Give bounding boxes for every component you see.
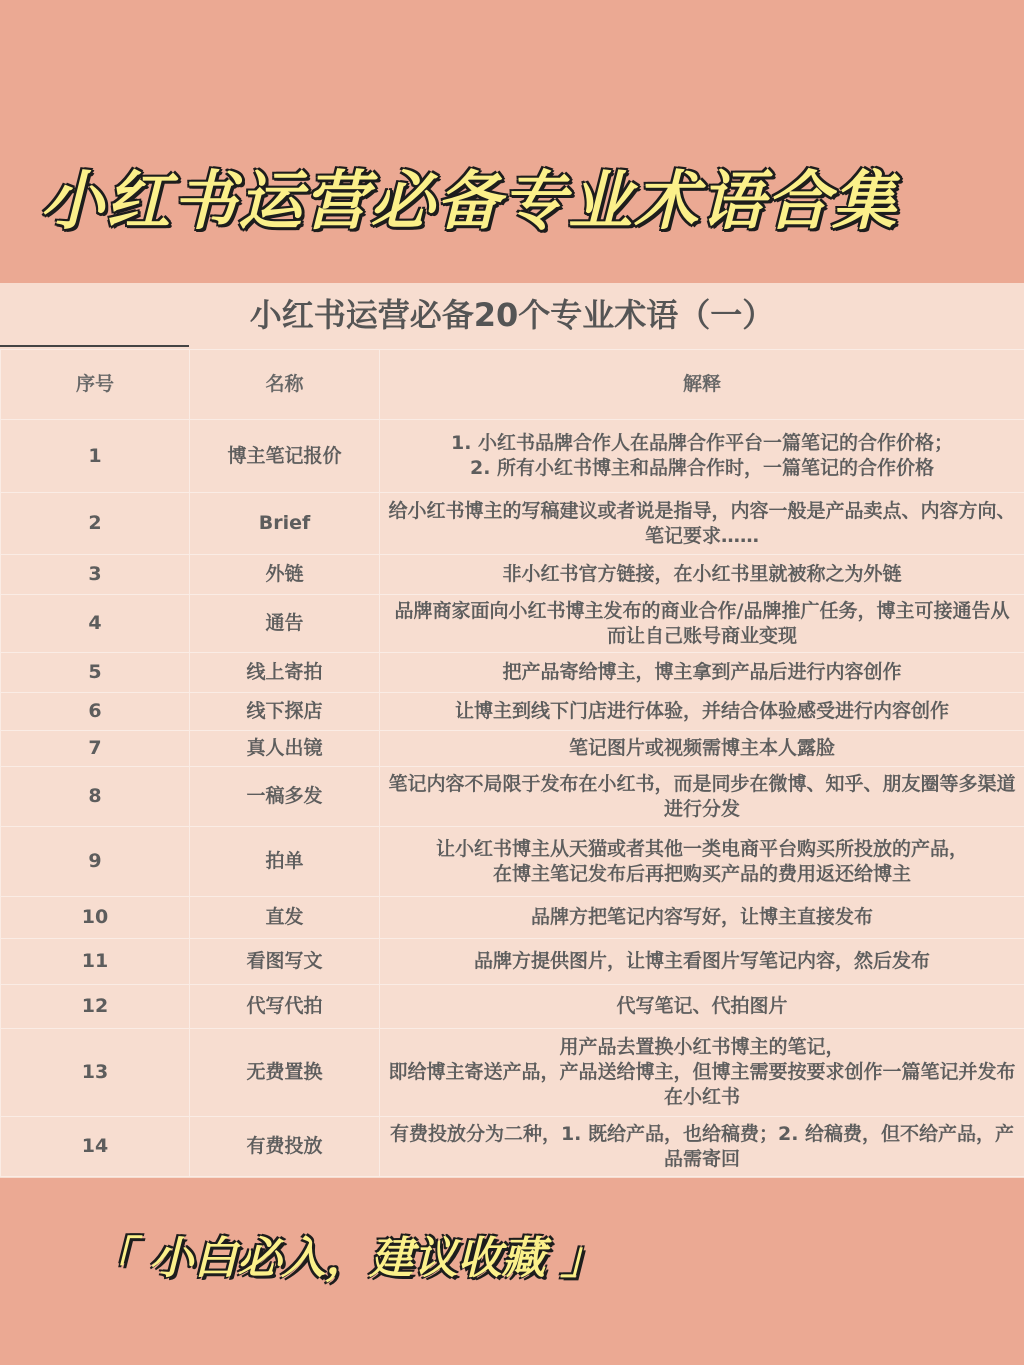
table-row: [1, 767, 1024, 827]
row-desc: 笔记内容不局限于发布在小红书，而是同步在微博、知乎、朋友圈等多渠道进行分发: [380, 767, 1024, 827]
row-index: 12: [1, 985, 190, 1029]
row-index: 11: [1, 939, 190, 985]
row-desc: 代写笔记、代拍图片: [380, 985, 1024, 1029]
table-row: [1, 693, 1024, 731]
row-index: 9: [1, 827, 190, 897]
row-desc: 品牌方把笔记内容写好，让博主直接发布: [380, 897, 1024, 939]
row-desc: 给小红书博主的写稿建议或者说是指导，内容一般是产品卖点、内容方向、笔记要求……: [380, 493, 1024, 555]
row-desc: 有费投放分为二种，1. 既给产品，也给稿费；2. 给稿费，但不给产品，产品需寄回: [380, 1117, 1024, 1177]
header-index: 序号: [1, 350, 190, 420]
row-desc: 把产品寄给博主，博主拿到产品后进行内容创作: [380, 653, 1024, 693]
row-desc: 品牌方提供图片，让博主看图片写笔记内容，然后发布: [380, 939, 1024, 985]
row-index: 10: [1, 897, 190, 939]
table-row: [1, 939, 1024, 985]
row-name: 无费置换: [190, 1029, 380, 1117]
row-index: 13: [1, 1029, 190, 1117]
row-index: 6: [1, 693, 190, 731]
row-index: 5: [1, 653, 190, 693]
row-index: 4: [1, 595, 190, 653]
row-name: 真人出镜: [190, 731, 380, 767]
table-header-row: [1, 350, 1024, 420]
table-row: [1, 731, 1024, 767]
row-name: 代写代拍: [190, 985, 380, 1029]
row-name: Brief: [190, 493, 380, 555]
table-row: [1, 1029, 1024, 1117]
table-row: [1, 555, 1024, 595]
table-row: [1, 1117, 1024, 1177]
terms-table: [0, 349, 1024, 1177]
row-desc: 用产品去置换小红书博主的笔记， 即给博主寄送产品，产品送给博主，但博主需要按要求创作一篇笔记并发布在小红书: [380, 1029, 1024, 1117]
row-index: 1: [1, 420, 190, 493]
header-name: 名称: [190, 350, 380, 420]
row-name: 一稿多发: [190, 767, 380, 827]
row-desc: 1. 小红书品牌合作人在品牌合作平台一篇笔记的合作价格； 2. 所有小红书博主和品牌合作时，一篇笔记的合作价格: [380, 420, 1024, 493]
title-underline: [0, 345, 189, 347]
row-desc: 笔记图片或视频需博主本人露脸: [380, 731, 1024, 767]
row-index: 2: [1, 493, 190, 555]
table-row: [1, 595, 1024, 653]
table-row: [1, 827, 1024, 897]
row-desc: 让小红书博主从天猫或者其他一类电商平台购买所投放的产品， 在博主笔记发布后再把购买产品的费用返还给博主: [380, 827, 1024, 897]
sheet-title: 小红书运营必备20个专业术语（一）: [249, 296, 775, 334]
row-name: 博主笔记报价: [190, 420, 380, 493]
row-desc: 让博主到线下门店进行体验，并结合体验感受进行内容创作: [380, 693, 1024, 731]
row-desc: 非小红书官方链接，在小红书里就被称之为外链: [380, 555, 1024, 595]
row-desc: 品牌商家面向小红书博主发布的商业合作/品牌推广任务，博主可接通告从而让自己账号商业变现: [380, 595, 1024, 653]
table-row: [1, 493, 1024, 555]
table-row: [1, 897, 1024, 939]
row-name: 线上寄拍: [190, 653, 380, 693]
row-index: 3: [1, 555, 190, 595]
row-name: 线下探店: [190, 693, 380, 731]
row-index: 7: [1, 731, 190, 767]
row-name: 拍单: [190, 827, 380, 897]
row-name: 有费投放: [190, 1117, 380, 1177]
header-desc: 解释: [380, 350, 1024, 420]
table-row: [1, 985, 1024, 1029]
row-name: 外链: [190, 555, 380, 595]
row-index: 14: [1, 1117, 190, 1177]
table-row: [1, 653, 1024, 693]
footer-tag: 「 小白必入，建议收藏 」: [90, 1233, 605, 1284]
table-row: [1, 420, 1024, 493]
row-name: 直发: [190, 897, 380, 939]
banner-title: 小红书运营必备专业术语合集: [40, 165, 898, 239]
terms-sheet: [0, 283, 1024, 1178]
row-index: 8: [1, 767, 190, 827]
row-name: 通告: [190, 595, 380, 653]
row-name: 看图写文: [190, 939, 380, 985]
